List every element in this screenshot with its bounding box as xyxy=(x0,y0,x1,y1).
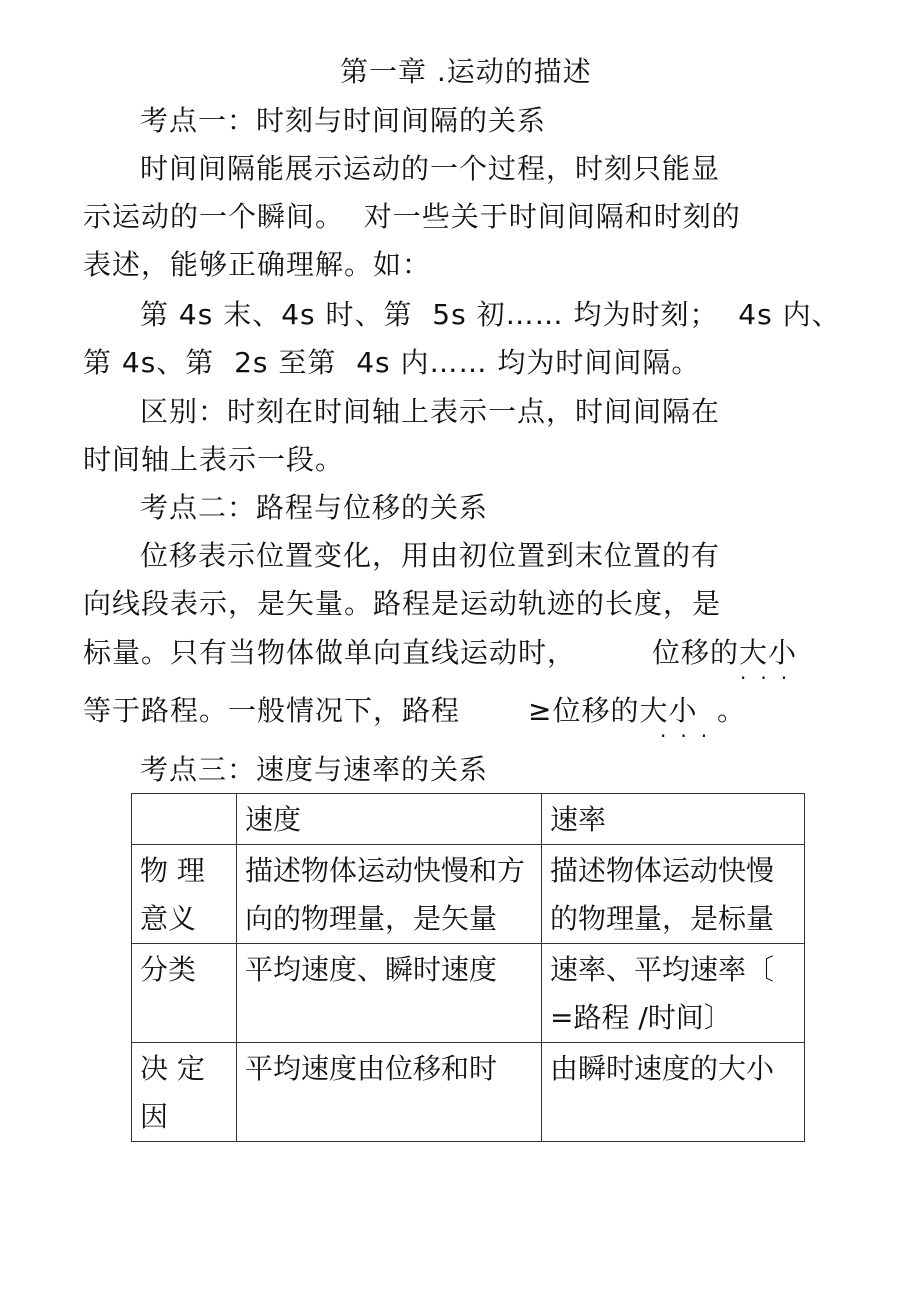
section2-text-line: 等于路程。一般情况下，路程 xyxy=(83,694,461,727)
section1-difference-line: 时间轴上表示一段。 xyxy=(83,443,345,476)
table-cell: 平均速度、瞬时速度 xyxy=(237,944,542,1043)
section1-text-line: 时间间隔能展示运动的一个过程，时刻只能显 xyxy=(140,152,721,185)
table-cell: 由瞬时速度的大小 xyxy=(542,1043,805,1142)
section1-examples-line: 第 4s 末、4s 时、第 5s 初…… 均为时刻； 4s 内、 xyxy=(140,298,841,331)
emphasis-dots: ··· xyxy=(740,666,802,690)
table-cell: 平均速度由位移和时 xyxy=(237,1043,542,1142)
section2-text-line: 位移表示位置变化，用由初位置到末位置的有 xyxy=(140,539,721,572)
section2-text-line: 向线段表示，是矢量。路程是运动轨迹的长度，是 xyxy=(83,587,722,620)
sentence-end: 。 xyxy=(717,694,747,727)
table-header-row xyxy=(132,794,805,845)
table-header-cell: 速率 xyxy=(542,794,805,845)
table-row xyxy=(132,845,805,944)
table-cell: 描述物体运动快慢的物理量，是标量 xyxy=(542,845,805,944)
emphasis-dots: ··· xyxy=(660,724,722,748)
table-cell: 物 理 意义 xyxy=(132,845,237,944)
emphasized-term: ≥位移的大小 xyxy=(528,694,698,727)
table-cell: 决 定 因 xyxy=(132,1043,237,1142)
table-cell: 描述物体运动快慢和方向的物理量，是矢量 xyxy=(237,845,542,944)
table-row xyxy=(132,944,805,1043)
emphasized-term: 位移的大小 xyxy=(652,636,798,669)
table-header-cell xyxy=(132,794,237,845)
page-title: 第一章 .运动的描述 xyxy=(340,55,592,88)
section2-heading: 考点二：路程与位移的关系 xyxy=(140,491,489,524)
table-row xyxy=(132,1043,805,1142)
section1-heading: 考点一：时刻与时间间隔的关系 xyxy=(140,104,547,137)
table-cell: 速率、平均速率〔 =路程 /时间〕 xyxy=(542,944,805,1043)
comparison-table xyxy=(131,793,805,1142)
section3-heading: 考点三：速度与速率的关系 xyxy=(140,753,489,786)
section1-text-line: 表述，能够正确理解。如： xyxy=(83,248,432,281)
table-header-cell: 速度 xyxy=(237,794,542,845)
section1-examples-line: 第 4s、第 2s 至第 4s 内…… 均为时间间隔。 xyxy=(83,346,701,379)
section1-difference-line: 区别：时刻在时间轴上表示一点，时间间隔在 xyxy=(140,395,721,428)
section2-text-line: 标量。只有当物体做单向直线运动时， xyxy=(83,636,577,669)
section1-text-line: 示运动的一个瞬间。 对一些关于时间间隔和时刻的 xyxy=(83,200,741,233)
table-cell: 分类 xyxy=(132,944,237,1043)
